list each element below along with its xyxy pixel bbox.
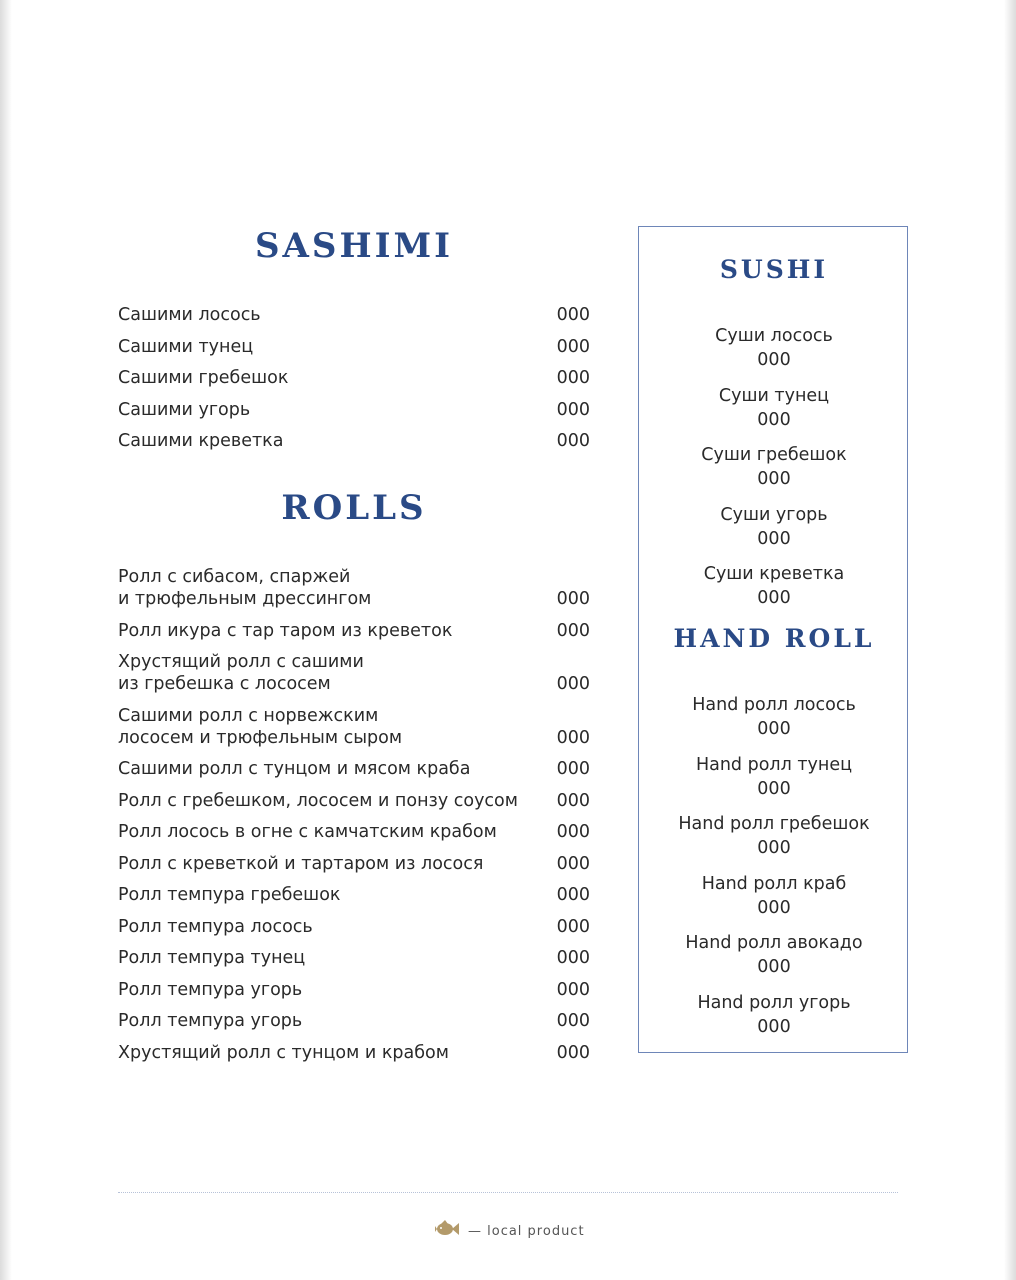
menu-item-price: 000 (556, 727, 590, 748)
menu-item-price: 000 (556, 305, 590, 325)
sushi-heading: SUSHI (719, 255, 829, 284)
page-edge-left (0, 0, 12, 1280)
menu-item-price: 000 (757, 1016, 791, 1037)
menu-item-name: Ролл темпура угорь (118, 1011, 303, 1031)
menu-item-name: Hand ролл авокадо (685, 933, 863, 953)
menu-item (118, 758, 590, 780)
menu-item (118, 304, 590, 326)
menu-item-price: 000 (556, 759, 590, 779)
menu-item-price: 000 (757, 350, 791, 370)
menu-item-name: Сашими ролл с норвежским лососем и трюфельным сыром (118, 705, 403, 748)
menu-item-name: Суши тунец (718, 385, 830, 406)
menu-item (118, 705, 590, 749)
menu-item-price: 000 (556, 431, 590, 451)
menu-item (640, 384, 908, 432)
menu-item (118, 336, 590, 358)
menu-item-price: 000 (556, 1011, 590, 1031)
menu-item-name: Хрустящий ролл с сашими из гребешка с лососем (118, 652, 364, 694)
menu-item-price: 000 (757, 528, 791, 549)
menu-item-price: 000 (556, 853, 590, 874)
menu-item-price: 000 (757, 719, 791, 739)
menu-item-price: 000 (757, 897, 791, 918)
menu-item (640, 693, 908, 741)
menu-item (118, 367, 590, 389)
menu-item (640, 503, 908, 551)
menu-item (640, 931, 908, 979)
menu-item-price: 000 (556, 916, 590, 937)
menu-item (118, 979, 590, 1001)
menu-item-name: Суши гребешок (701, 445, 847, 465)
hand-roll-list (640, 693, 908, 1050)
menu-item (118, 620, 590, 642)
menu-item-name: Сашими ролл с тунцом и мясом краба (118, 759, 471, 779)
menu-item-name: Hand ролл лосось (692, 695, 856, 715)
footer-divider (118, 1192, 898, 1193)
menu-item (118, 399, 590, 421)
menu-item-price: 000 (757, 588, 791, 608)
menu-item (118, 1010, 590, 1032)
menu-item-price: 000 (556, 790, 590, 811)
menu-item-price: 000 (556, 885, 590, 905)
footer-legend (434, 1219, 585, 1243)
menu-item-name: Ролл темпура тунец (118, 948, 306, 968)
rolls-list (118, 566, 590, 1073)
footer-legend-text: — local product (468, 1223, 585, 1239)
menu-item-price: 000 (556, 822, 590, 842)
menu-item-name: Ролл лосось в огне с камчатским крабом (118, 822, 497, 842)
menu-item (118, 566, 590, 610)
menu-item-name: Суши креветка (703, 564, 845, 584)
menu-item (118, 884, 590, 906)
page-edge-right (1004, 0, 1016, 1280)
menu-item (118, 947, 590, 969)
menu-item-price: 000 (556, 948, 590, 968)
menu-item (118, 821, 590, 843)
menu-item (118, 651, 590, 695)
menu-item-name: Ролл с гребешком, лососем и понзу соусом (118, 790, 518, 811)
menu-item-price: 000 (757, 957, 791, 977)
menu-item-price: 000 (556, 1042, 590, 1063)
menu-item-name: Hand ролл гребешок (678, 814, 870, 834)
menu-item-price: 000 (556, 674, 590, 694)
menu-item-name: Сашими тунец (118, 336, 254, 357)
menu-item-name: Сашими гребешок (118, 368, 289, 388)
menu-item-price: 000 (556, 368, 590, 388)
menu-item-name: Hand ролл тунец (695, 754, 853, 775)
menu-item-name: Ролл икура с тар таром из креветок (118, 620, 453, 641)
menu-item-price: 000 (556, 620, 590, 641)
menu-item-price: 000 (556, 399, 590, 420)
menu-item-name: Ролл темпура лосось (118, 916, 313, 937)
menu-item-price: 000 (556, 979, 590, 1000)
menu-item-name: Ролл темпура угорь (118, 979, 303, 1000)
menu-item (118, 916, 590, 938)
menu-item-name: Суши угорь (720, 504, 828, 525)
sashimi-heading: SASHIMI (254, 226, 454, 266)
menu-item-price: 000 (757, 409, 791, 430)
menu-item-price: 000 (757, 469, 791, 489)
hand-roll-heading: HAND ROLL (673, 624, 875, 653)
menu-item (640, 991, 908, 1039)
menu-item (640, 753, 908, 801)
menu-item (118, 1042, 590, 1064)
menu-item-name: Ролл темпура гребешок (118, 885, 341, 905)
rolls-heading: ROLLS (281, 488, 427, 528)
menu-item (118, 790, 590, 812)
fish-icon (434, 1219, 460, 1243)
menu-item-price: 000 (556, 336, 590, 357)
menu-item-name: Ролл с креветкой и тартаром из лосося (118, 853, 484, 874)
menu-item-name: Суши лосось (715, 326, 833, 346)
menu-item-name: Сашими лосось (118, 305, 261, 325)
menu-item (118, 853, 590, 875)
menu-item-name: Hand ролл угорь (697, 992, 851, 1013)
menu-item-price: 000 (556, 589, 590, 609)
menu-item (640, 443, 908, 491)
sashimi-list (118, 304, 590, 462)
menu-item (640, 562, 908, 610)
menu-item (640, 812, 908, 860)
menu-item-price: 000 (757, 778, 791, 799)
menu-item (118, 430, 590, 452)
menu-item-name: Сашими креветка (118, 431, 284, 451)
menu-item-name: Сашими угорь (118, 399, 251, 420)
menu-item (640, 324, 908, 372)
menu-item-price: 000 (757, 838, 791, 858)
menu-item-name: Хрустящий ролл с тунцом и крабом (118, 1042, 449, 1063)
menu-item (640, 872, 908, 920)
menu-item-name: Ролл с сибасом, спаржей и трюфельным дрессингом (118, 567, 372, 609)
sushi-list (640, 324, 908, 622)
menu-item-name: Hand ролл краб (701, 873, 847, 894)
